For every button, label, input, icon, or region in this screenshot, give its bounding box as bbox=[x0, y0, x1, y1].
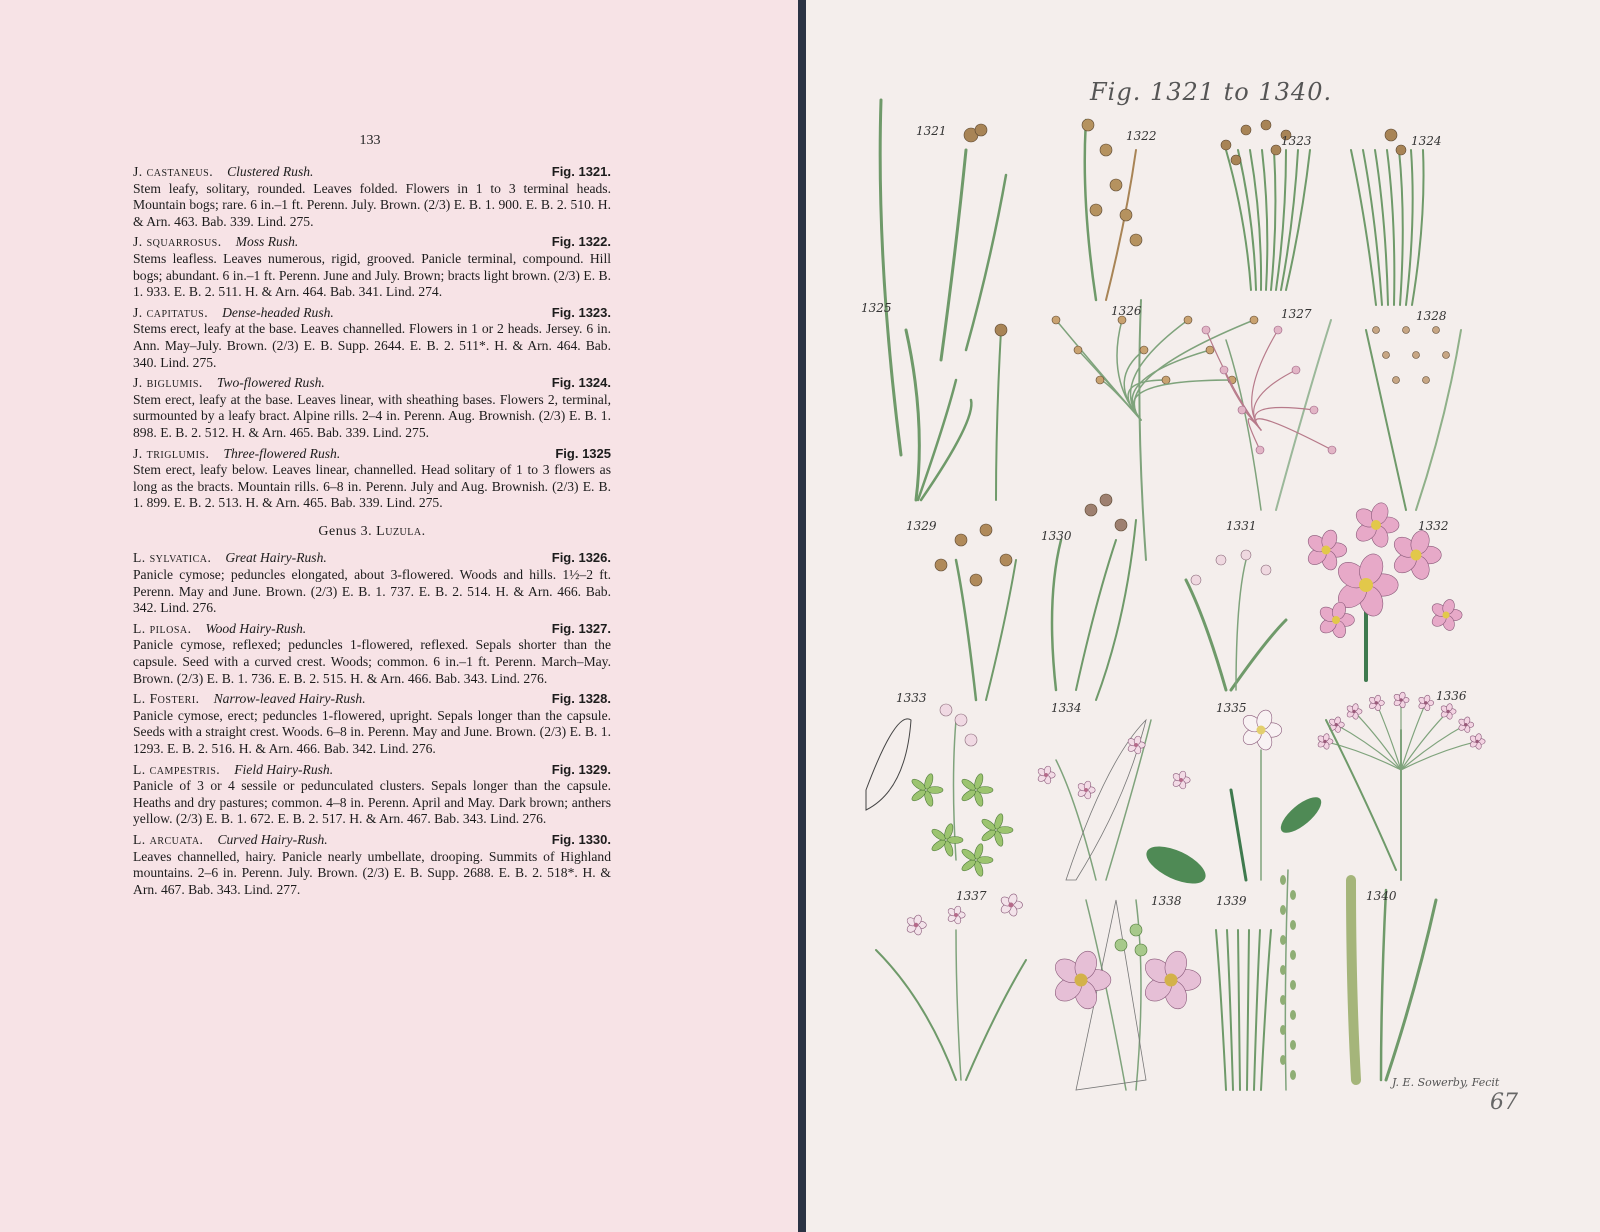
flower-center bbox=[1359, 578, 1373, 592]
leaf-blade bbox=[1406, 150, 1413, 305]
seed-capsule bbox=[1280, 935, 1286, 945]
seed-capsule bbox=[1290, 890, 1296, 900]
figure-label: 1332 bbox=[1418, 519, 1449, 533]
figure-label: 1337 bbox=[956, 889, 987, 903]
species-epithet: castaneus. bbox=[146, 164, 214, 179]
flower-head bbox=[1393, 377, 1400, 384]
flower-center bbox=[1179, 778, 1183, 782]
entry-description: Leaves channelled, hairy. Panicle nearly umbellate, drooping. Summits of Highland mountains. 2–6 in. Perenn. July. Brown. (2/3) E. B. Supp. 2688. E. B. 2. 518*. H. & Arn. 467. Bab. 343. Lind. 277. bbox=[133, 848, 611, 897]
leaf-blade bbox=[876, 950, 956, 1080]
flower-bud bbox=[940, 704, 952, 716]
seed-capsule bbox=[1290, 950, 1296, 960]
flower-head bbox=[1383, 352, 1390, 359]
seed-capsule bbox=[1280, 995, 1286, 1005]
leaf-blade bbox=[1351, 150, 1376, 305]
common-name: Three-flowered Rush. bbox=[223, 445, 341, 461]
flower-head bbox=[1082, 119, 1094, 131]
figure-reference: Fig. 1324. bbox=[551, 375, 611, 391]
species-entry bbox=[133, 832, 611, 898]
genus-abbrev: L. bbox=[133, 550, 150, 566]
flower-center bbox=[1084, 788, 1088, 792]
leaf-blade bbox=[1325, 741, 1401, 770]
juncus-entries bbox=[133, 164, 611, 512]
species-entry bbox=[133, 762, 611, 828]
entry-description: Stem leafy, solitary, rounded. Leaves folded. Flowers in 1 to 3 terminal heads. Mountain bogs; rare. 6 in.–1 ft. Perenn. July. Brown. (2/3) E. B. 1. 900. E. B. 2. 510. H. & Arn. 463. Bab. 339. Lind. 275. bbox=[133, 180, 611, 229]
flower-head bbox=[1413, 352, 1420, 359]
book-gutter bbox=[798, 0, 806, 1232]
flower-bud bbox=[1115, 939, 1127, 951]
flower-bud bbox=[1191, 575, 1201, 585]
entry-heading bbox=[133, 446, 611, 463]
flower-head bbox=[1221, 140, 1231, 150]
leaf-blade bbox=[906, 330, 919, 500]
flower-head bbox=[1231, 155, 1241, 165]
flower-head bbox=[1162, 376, 1170, 384]
flower-bud bbox=[965, 734, 977, 746]
genus-abbrev: L. bbox=[133, 831, 150, 847]
botanical-plate bbox=[806, 0, 1600, 1232]
flower-head bbox=[1096, 376, 1104, 384]
species-epithet: sylvatica. bbox=[149, 550, 212, 566]
genus-abbrev: J. bbox=[133, 445, 147, 461]
genus-abbrev: J. bbox=[133, 234, 147, 250]
species-entry bbox=[133, 446, 611, 512]
flower-head bbox=[1074, 346, 1082, 354]
flower-head bbox=[970, 574, 982, 586]
flower-center bbox=[1075, 974, 1088, 987]
leaf-blade bbox=[1412, 150, 1424, 305]
figure-reference: Fig. 1330. bbox=[551, 831, 611, 847]
species-entry bbox=[133, 691, 611, 757]
leaf-blade bbox=[996, 330, 1001, 500]
species-entry bbox=[133, 234, 611, 300]
figure-label: 1327 bbox=[1281, 307, 1312, 321]
scientific-name bbox=[133, 621, 192, 638]
flower-head bbox=[1443, 352, 1450, 359]
seed-capsule bbox=[1290, 920, 1296, 930]
flower-head bbox=[1250, 316, 1258, 324]
scientific-name bbox=[133, 691, 200, 708]
figure-reference: Fig. 1328. bbox=[551, 691, 611, 707]
flower-head bbox=[1385, 129, 1397, 141]
common-name: Wood Hairy-Rush. bbox=[205, 620, 307, 636]
scientific-name bbox=[133, 305, 208, 322]
common-name: Narrow-leaved Hairy-Rush. bbox=[213, 691, 366, 707]
figure-label: 1334 bbox=[1051, 701, 1082, 715]
flower-center bbox=[1424, 701, 1428, 705]
flower-center bbox=[1475, 740, 1479, 744]
figure-label: 1333 bbox=[896, 691, 927, 705]
flower-center bbox=[954, 913, 958, 917]
leaf-blade bbox=[1386, 900, 1436, 1080]
leaf-blade bbox=[1106, 150, 1136, 300]
flower-center bbox=[1134, 743, 1138, 747]
figure-label: 1322 bbox=[1126, 129, 1157, 143]
genus-abbrev: J. bbox=[133, 164, 147, 179]
leaf-blade bbox=[1286, 150, 1310, 290]
species-epithet: arcuata. bbox=[149, 831, 204, 847]
common-name: Curved Hairy-Rush. bbox=[217, 831, 328, 847]
leaf-blade bbox=[1052, 540, 1061, 690]
leaf-blade bbox=[1271, 150, 1275, 290]
leaf-blade bbox=[1275, 791, 1326, 838]
seed-capsule bbox=[1280, 965, 1286, 975]
entry-heading bbox=[133, 164, 611, 181]
figure-label: 1324 bbox=[1411, 134, 1442, 148]
leaf-blade bbox=[1401, 711, 1448, 770]
flower-head bbox=[1100, 494, 1112, 506]
seed-capsule bbox=[1280, 875, 1286, 885]
flower-head bbox=[1241, 125, 1251, 135]
flower-head bbox=[1085, 504, 1097, 516]
entry-description: Panicle cymose, erect; peduncles 1-flowered, upright. Sepals longer than the capsule. Seeds with a straight crest. Woods. 6–8 in. Perenn. May and June. Brown. (2/3) E. B. 1. 1293. E. B. 2. 516. H. & Arn. 466. Bab. 342. Lind. 276. bbox=[133, 707, 611, 756]
flower-head bbox=[1000, 554, 1012, 566]
left-page bbox=[0, 0, 798, 1232]
flower-head bbox=[1373, 327, 1380, 334]
species-epithet: biglumis. bbox=[146, 375, 203, 391]
flower-bud bbox=[1261, 565, 1271, 575]
leaf-blade bbox=[1375, 150, 1388, 305]
entry-heading bbox=[133, 621, 611, 638]
flower-bud bbox=[1238, 406, 1246, 414]
common-name: Great Hairy-Rush. bbox=[225, 550, 327, 566]
leaf-blade bbox=[1261, 930, 1271, 1090]
flower-head bbox=[1115, 519, 1127, 531]
flower-head bbox=[1100, 144, 1112, 156]
figure-label: 1325 bbox=[861, 301, 892, 315]
luzula-entries bbox=[133, 550, 611, 898]
genus-abbrev: J. bbox=[133, 375, 147, 391]
leaf-blade bbox=[1216, 930, 1226, 1090]
seed-capsule bbox=[1280, 905, 1286, 915]
flower-bud bbox=[1256, 446, 1264, 454]
leaf-outline bbox=[866, 719, 911, 810]
leaf-blade bbox=[1134, 320, 1254, 420]
figure-label: 1331 bbox=[1226, 519, 1257, 533]
leaf-blade bbox=[1238, 930, 1240, 1090]
flower-bud bbox=[955, 714, 967, 726]
leaf-blade bbox=[1354, 711, 1401, 770]
entry-heading bbox=[133, 305, 611, 322]
flower-head bbox=[1396, 145, 1406, 155]
species-epithet: capitatus. bbox=[146, 304, 209, 320]
flower-center bbox=[1257, 726, 1266, 735]
species-entry bbox=[133, 375, 611, 441]
flower-bud bbox=[1241, 550, 1251, 560]
leaf-blade bbox=[1096, 520, 1136, 700]
leaf-blade bbox=[966, 960, 1026, 1080]
leaf-blade bbox=[1247, 930, 1249, 1090]
leaf-blade bbox=[1141, 839, 1211, 891]
entry-heading bbox=[133, 550, 611, 567]
flower-center bbox=[1009, 903, 1014, 908]
flower-bud bbox=[1220, 366, 1228, 374]
leaf-blade bbox=[1139, 300, 1146, 560]
flower-bud bbox=[1292, 366, 1300, 374]
flower-head bbox=[1120, 209, 1132, 221]
flower-head bbox=[1403, 327, 1410, 334]
figure-label: 1330 bbox=[1041, 529, 1072, 543]
figure-label: 1328 bbox=[1416, 309, 1447, 323]
figure-label: 1326 bbox=[1111, 304, 1142, 318]
flower-center bbox=[1335, 723, 1339, 727]
species-text-column bbox=[133, 164, 611, 902]
leaf-blade bbox=[1351, 880, 1356, 1080]
flower-head bbox=[1261, 120, 1271, 130]
entry-description: Stem erect, leafy below. Leaves linear, channelled. Head solitary of 1 to 3 flowers as long as the bracts. Mountain rills. 6–8 in. Perenn. July and Aug. Brownish. (2/3) E. B. 1. 899. E. B. 2. 513. H. & Arn. 465. Bab. 339. Lind. 275. bbox=[133, 462, 611, 511]
flower-head bbox=[1130, 234, 1142, 246]
common-name: Moss Rush. bbox=[235, 234, 299, 250]
flower-center bbox=[1332, 616, 1340, 624]
flower-center bbox=[1322, 546, 1331, 555]
species-entry bbox=[133, 305, 611, 371]
leaf-blade bbox=[1326, 720, 1396, 870]
scientific-name bbox=[133, 446, 209, 463]
genus-abbrev: J. bbox=[133, 304, 147, 320]
flower-center bbox=[1044, 773, 1048, 777]
flower-center bbox=[1446, 710, 1450, 714]
common-name: Field Hairy-Rush. bbox=[234, 761, 334, 777]
entry-heading bbox=[133, 691, 611, 708]
entry-description: Panicle cymose; peduncles elongated, about 3-flowered. Woods and hills. 1½–2 ft. Perenn. May and June. Brown. (2/3) E. B. 1. 737. E. B. 2. 514. H. & Arn. 466. Bab. 342. Lind. 276. bbox=[133, 567, 611, 616]
scientific-name bbox=[133, 550, 211, 567]
entry-heading bbox=[133, 832, 611, 849]
flower-head bbox=[995, 324, 1007, 336]
species-epithet: campestris. bbox=[149, 761, 221, 777]
entry-description: Panicle of 3 or 4 sessile or pedunculated clusters. Sepals longer than the capsule. Heaths and dry pastures; common. 4–8 in. Perenn. April and May. Dark brown; anthers yellow. (2/3) E. B. 1. 672. E. B. 2. 517. H. & Arn. 467. Bab. 343. Lind. 276. bbox=[133, 778, 611, 827]
scientific-name bbox=[133, 375, 203, 392]
flower-head bbox=[1206, 346, 1214, 354]
figure-label: 1323 bbox=[1281, 134, 1312, 148]
leaf-blade bbox=[1285, 870, 1288, 1090]
species-epithet: triglumis. bbox=[146, 445, 210, 461]
flower-center bbox=[1165, 974, 1178, 987]
scientific-name bbox=[133, 832, 203, 849]
species-entry bbox=[133, 164, 611, 230]
scientific-name bbox=[133, 164, 213, 181]
flower-center bbox=[1323, 740, 1327, 744]
flower-center bbox=[1464, 723, 1468, 727]
seed-capsule bbox=[1290, 980, 1296, 990]
flower-bud bbox=[1274, 326, 1282, 334]
leaf-blade bbox=[1231, 620, 1286, 690]
seed-capsule bbox=[1280, 1055, 1286, 1065]
flower-center bbox=[1352, 710, 1356, 714]
flower-head bbox=[980, 524, 992, 536]
leaf-blade bbox=[1262, 150, 1267, 290]
flower-head bbox=[1184, 316, 1192, 324]
leaf-blade bbox=[1401, 741, 1477, 770]
leaf-blade bbox=[1231, 790, 1246, 880]
leaf-blade bbox=[1254, 930, 1260, 1090]
species-entry bbox=[133, 621, 611, 687]
figure-reference: Fig. 1329. bbox=[551, 761, 611, 777]
leaf-blade bbox=[880, 100, 901, 455]
figure-reference: Fig. 1326. bbox=[551, 550, 611, 566]
scientific-name bbox=[133, 234, 222, 251]
leaf-blade bbox=[1254, 370, 1296, 430]
leaf-blade bbox=[956, 930, 961, 1080]
seed-capsule bbox=[1290, 1040, 1296, 1050]
flower-head bbox=[1140, 346, 1148, 354]
species-epithet: Fosteri. bbox=[149, 691, 200, 707]
entry-heading bbox=[133, 234, 611, 251]
flower-bud bbox=[1130, 924, 1142, 936]
leaf-blade bbox=[1276, 320, 1331, 510]
leaf-blade bbox=[918, 380, 956, 500]
figure-reference: Fig. 1327. bbox=[551, 620, 611, 636]
leaf-blade bbox=[1248, 419, 1261, 450]
scientific-name bbox=[133, 762, 220, 779]
leaf-blade bbox=[966, 175, 1006, 350]
flower-head bbox=[1271, 145, 1281, 155]
flower-center bbox=[1443, 612, 1450, 619]
leaf-blade bbox=[1227, 930, 1233, 1090]
figure-label: 1338 bbox=[1151, 894, 1182, 908]
common-name: Dense-headed Rush. bbox=[222, 304, 334, 320]
genus-heading bbox=[133, 524, 611, 541]
flower-center bbox=[1371, 520, 1381, 530]
figure-reference: Fig. 1323. bbox=[551, 304, 611, 320]
leaf-blade bbox=[1056, 760, 1096, 880]
engraver-credit: J. E. Sowerby, Fecit bbox=[1392, 1076, 1500, 1089]
flower-head bbox=[975, 124, 987, 136]
leaf-blade bbox=[1399, 150, 1403, 305]
plate-title: Fig. 1321 to 1340. bbox=[1090, 78, 1333, 106]
flower-center bbox=[1375, 701, 1379, 705]
species-epithet: pilosa. bbox=[149, 620, 192, 636]
entry-description: Stems leafless. Leaves numerous, rigid, grooved. Panicle terminal, compound. Hill bogs; abundant. 6 in.–1 ft. Perenn. June and July. Brown; bracts light brown. (2/3) E. B. 1. 933. E. B. 2. 511. H. & Arn. 464. Bab. 341. Lind. 274. bbox=[133, 250, 611, 300]
common-name: Two-flowered Rush. bbox=[216, 375, 325, 391]
figure-label: 1336 bbox=[1436, 689, 1467, 703]
leaf-blade bbox=[1416, 330, 1461, 510]
genus-abbrev: L. bbox=[133, 761, 150, 777]
figure-reference: Fig. 1325 bbox=[555, 445, 611, 461]
flower-center bbox=[1411, 550, 1422, 561]
leaf-blade bbox=[1076, 540, 1116, 690]
entry-heading bbox=[133, 762, 611, 779]
leaf-blade bbox=[1186, 580, 1226, 690]
figure-reference: Fig. 1322. bbox=[551, 234, 611, 250]
leaf-blade bbox=[1226, 340, 1261, 510]
species-entry bbox=[133, 550, 611, 616]
flower-bud bbox=[1202, 326, 1210, 334]
leaf-blade bbox=[1381, 890, 1386, 1080]
flower-head bbox=[935, 559, 947, 571]
leaf-blade bbox=[941, 150, 966, 360]
common-name: Clustered Rush. bbox=[227, 164, 314, 179]
flower-head bbox=[1423, 377, 1430, 384]
figure-reference: Fig. 1321. bbox=[551, 164, 611, 179]
flower-center bbox=[1399, 698, 1403, 702]
figure-label: 1321 bbox=[916, 124, 947, 138]
flower-head bbox=[955, 534, 967, 546]
flower-head bbox=[1433, 327, 1440, 334]
genus-abbrev: L. bbox=[133, 691, 150, 707]
seed-capsule bbox=[1290, 1070, 1296, 1080]
entry-heading bbox=[133, 375, 611, 392]
entry-description: Stems erect, leafy at the base. Leaves channelled. Flowers in 1 or 2 heads. Jersey. 6 in. Ann. May–July. Brown. (2/3) E. B. Supp. 2644. E. B. 2. 511*. H. & Arn. 464. Bab. 340. Lind. 275. bbox=[133, 321, 611, 370]
flower-head bbox=[1110, 179, 1122, 191]
figure-label: 1329 bbox=[906, 519, 937, 533]
plate-number: 67 bbox=[1490, 1090, 1518, 1115]
flower-head bbox=[1090, 204, 1102, 216]
flower-bud bbox=[1135, 944, 1147, 956]
entry-description: Panicle cymose, reflexed; peduncles 1-flowered, reflexed. Sepals shorter than the capsule. Seed with a curved crest. Woods; common. 6 in.–1 ft. Perenn. March–May. Brown. (2/3) E. B. 1. 736. E. B. 2. 515. H. & Arn. 466. Bab. 343. Lind. 276. bbox=[133, 637, 611, 686]
entry-description: Stem erect, leafy at the base. Leaves linear, with sheathing bases. Flowers 2, terminal, surmounted by a leafy bract. Alpine rills. 2–4 in. Perenn. Aug. Brownish. (2/3) E. B. 1. 898. E. B. 2. 512. H. & Arn. 465. Bab. 339. Lind. 275. bbox=[133, 391, 611, 440]
leaf-blade bbox=[1133, 380, 1232, 420]
flower-head bbox=[1052, 316, 1060, 324]
flower-center bbox=[914, 923, 919, 928]
page-number: 133 bbox=[359, 133, 381, 148]
figure-label: 1335 bbox=[1216, 701, 1247, 715]
flower-bud bbox=[1216, 555, 1226, 565]
figure-label: 1339 bbox=[1216, 894, 1247, 908]
genus-heading-text: Genus 3. Luzula. bbox=[318, 523, 426, 539]
seed-capsule bbox=[1280, 1025, 1286, 1035]
leaf-blade bbox=[1226, 150, 1251, 290]
flower-bud bbox=[1310, 406, 1318, 414]
species-epithet: squarrosus. bbox=[146, 234, 222, 250]
flower-bud bbox=[1328, 446, 1336, 454]
seed-capsule bbox=[1290, 1010, 1296, 1020]
genus-abbrev: L. bbox=[133, 620, 150, 636]
figure-label: 1340 bbox=[1366, 889, 1397, 903]
leaf-blade bbox=[986, 560, 1016, 700]
